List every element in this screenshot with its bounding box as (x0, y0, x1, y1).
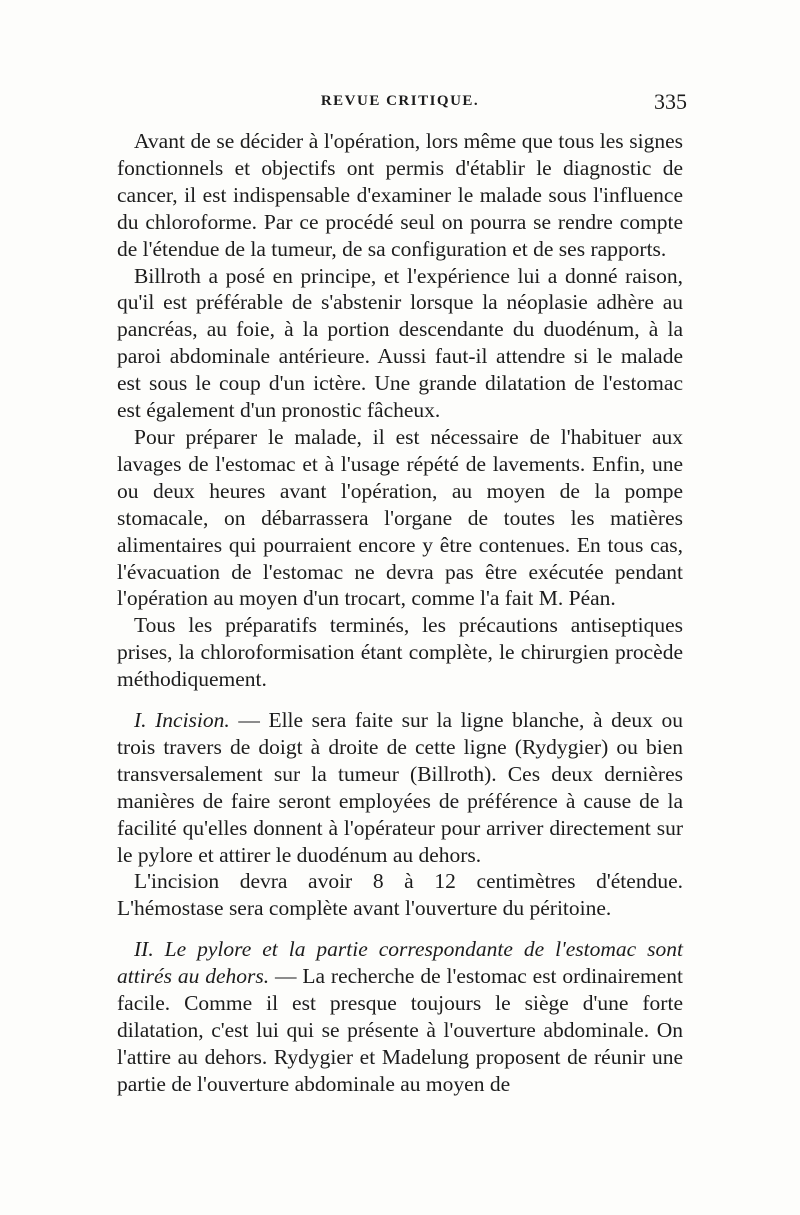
section-paragraph (117, 707, 683, 868)
paragraph: Avant de se décider à l'opération, lors même que tous les signes fonctionnels et objectifs ont permis d'établir le diagnostic de cancer, il est indispensable d'examiner le malade sous l'influence du chloroforme. Par ce procédé seul on pourra se rendre compte de l'étendue de la tumeur, de sa configuration et de ses rapports. (117, 129, 683, 261)
paragraph: L'incision devra avoir 8 à 12 centimètres d'étendue. L'hémostase sera complète avant l'ouverture du péritoine. (117, 869, 683, 921)
body-text (117, 128, 683, 1098)
section-text: — La recherche de l'estomac est ordinairement facile. Comme il est presque toujours le siège d'une forte dilatation, c'est lui qui se présente à l'ouverture abdominale. On l'attire au dehors. Rydygier et Madelung proposent de réunir une partie de l'ouverture abdominale au moyen de (117, 964, 683, 1096)
running-head (117, 89, 687, 123)
section-paragraph (117, 936, 683, 1097)
paragraph: Tous les préparatifs terminés, les précautions antiseptiques prises, la chloroformisation étant complète, le chirurgien procède méthodiquement. (117, 613, 683, 692)
section-text: — Elle sera faite sur la ligne blanche, à deux ou trois travers de doigt à droite de cette ligne (Rydygier) ou bien transversalement sur la tumeur (Billroth). Ces deux dernières manières de faire seront employées de préférence à cause de la facilité qu'elles donnent à l'opérateur pour arriver directement sur le pylore et attirer le duodénum au dehors. (117, 708, 683, 867)
running-title: REVUE CRITIQUE. (320, 93, 480, 109)
section-heading: II. Le pylore et la partie correspondante de l'estomac sont attirés au dehors. (117, 937, 683, 989)
paragraph: Pour préparer le malade, il est nécessaire de l'habituer aux lavages de l'estomac et à l'usage répété de lavements. Enfin, une ou deux heures avant l'opération, au moyen de la pompe stomacale, on débarrassera l'organe de toutes les matières alimentaires qui pourraient encore y être contenues. En tous cas, l'évacuation de l'estomac ne devra pas être exécutée pendant l'opération au moyen d'un trocart, comme l'a fait M. Péan. (117, 424, 683, 611)
section-heading: I. Incision. (134, 708, 230, 733)
page-number: 335 (654, 89, 687, 114)
paragraph: Billroth a posé en principe, et l'expérience lui a donné raison, qu'il est préférable de s'abstenir lorsque la néoplasie adhère au pancréas, au foie, à la portion descendante du duodénum, à la paroi abdominale antérieure. Aussi faut-il attendre si le malade est sous le coup d'un ictère. Une grande dilatation de l'estomac est également d'un pronostic fâcheux. (117, 263, 683, 423)
